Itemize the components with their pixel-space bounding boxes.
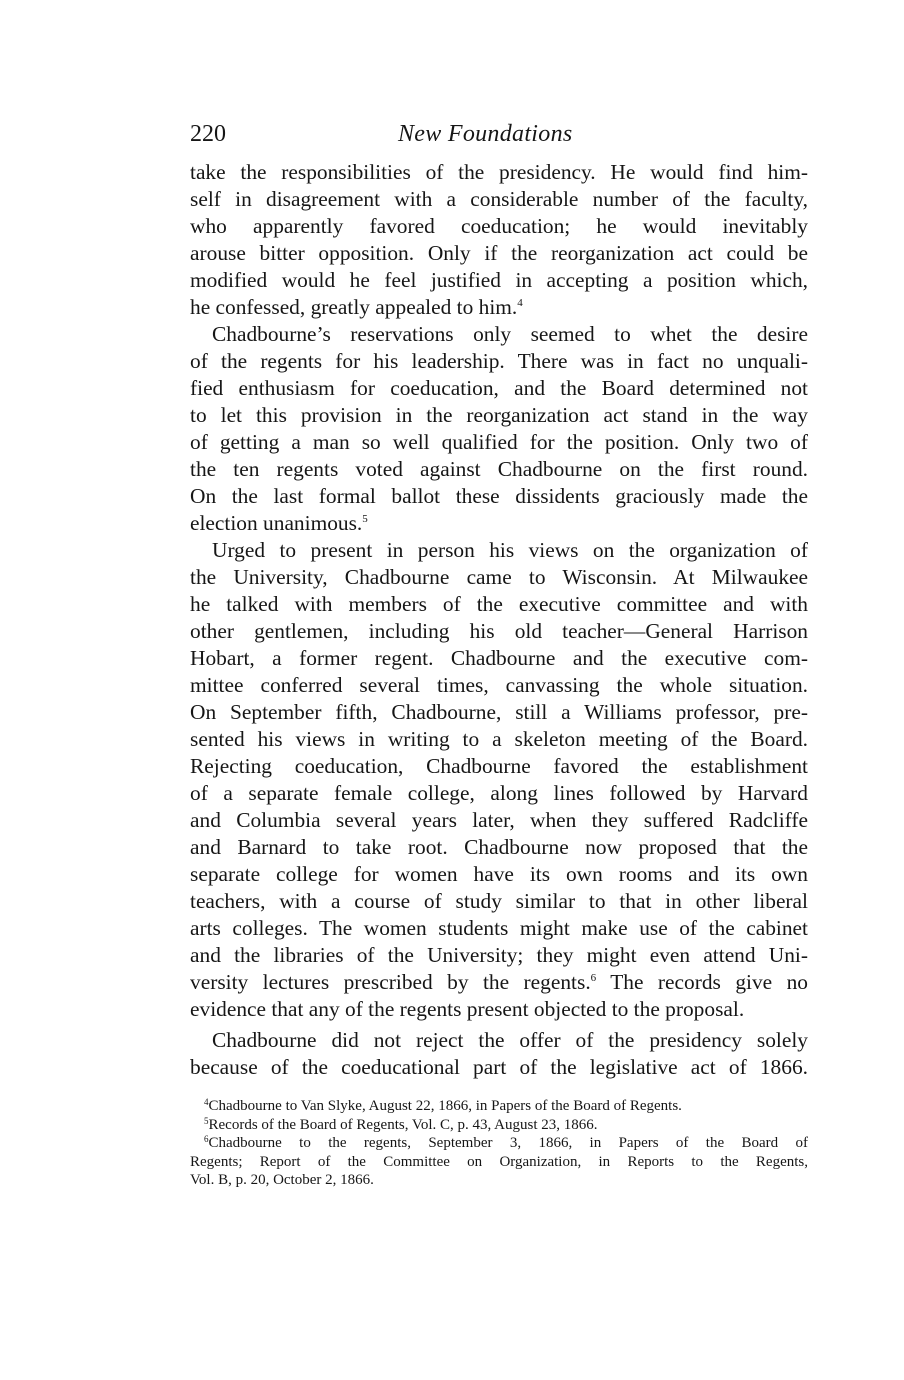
text-line xyxy=(190,969,808,996)
paragraph xyxy=(190,1027,808,1081)
text-line: Rejecting coeducation, Chadbourne favored the establishment xyxy=(190,754,808,778)
footnote-reference: 5 xyxy=(362,513,368,525)
footnote-text: Records of the Board of Regents, Vol. C, p. 43, August 23, 1866. xyxy=(208,1116,598,1133)
footnote-mark: 5 xyxy=(204,1115,209,1126)
line-text-after-note: The records give no xyxy=(596,970,808,994)
footnote-line xyxy=(190,1116,808,1135)
text-line: of the regents for his leadership. There was in fact no unquali- xyxy=(190,349,808,373)
text-line: of getting a man so well qualified for the position. Only two of xyxy=(190,430,808,454)
line-text: election unanimous. xyxy=(190,511,363,535)
text-line: modified would he feel justified in accepting a position which, xyxy=(190,268,808,292)
text-line: of a separate female college, along lines followed by Harvard xyxy=(190,781,808,805)
page-number: 220 xyxy=(190,121,226,147)
footnote-reference: 4 xyxy=(517,297,523,309)
text-line: self in disagreement with a considerable number of the faculty, xyxy=(190,187,808,211)
line-text: versity lectures prescribed by the regents. xyxy=(190,970,591,994)
text-line: arouse bitter opposition. Only if the reorganization act could be xyxy=(190,241,808,265)
footnote xyxy=(190,1097,808,1116)
footnote-line xyxy=(190,1134,808,1153)
text-line: to let this provision in the reorganization act stand in the way xyxy=(190,403,808,427)
text-line: the University, Chadbourne came to Wisconsin. At Milwaukee xyxy=(190,565,808,589)
text-line: Hobart, a former regent. Chadbourne and the executive com- xyxy=(190,646,808,670)
text-line xyxy=(190,294,808,321)
text-line: Chadbourne’s reservations only seemed to whet the desire xyxy=(212,322,808,346)
text-line: separate college for women have its own rooms and its own xyxy=(190,862,808,886)
text-line: he talked with members of the executive committee and with xyxy=(190,592,808,616)
text-line: teachers, with a course of study similar to that in other liberal xyxy=(190,889,808,913)
paragraph xyxy=(190,537,808,1023)
running-title: New Foundations xyxy=(398,121,573,147)
footnote-reference: 6 xyxy=(590,972,597,984)
text-line: other gentlemen, including his old teacher—General Harrison xyxy=(190,619,808,643)
text-line: fied enthusiasm for coeducation, and the Board determined not xyxy=(190,376,808,400)
paragraph xyxy=(190,321,808,537)
text-line: On the last formal ballot these dissidents graciously made the xyxy=(190,484,808,508)
text-line xyxy=(190,510,808,537)
footnote-line xyxy=(190,1097,808,1116)
footnote-line: Vol. B, p. 20, October 2, 1866. xyxy=(190,1172,374,1188)
footnote xyxy=(190,1134,808,1190)
footnotes xyxy=(190,1097,808,1190)
footnote-mark: 6 xyxy=(204,1134,209,1144)
text-line: and the libraries of the University; they might even attend Uni- xyxy=(190,943,808,967)
footnote-text: Chadbourne to Van Slyke, August 22, 1866, in Papers of the Board of Regents. xyxy=(208,1098,682,1114)
footnote-line: Regents; Report of the Committee on Organization, in Reports to the Regents, xyxy=(190,1153,808,1170)
text-line: Urged to present in person his views on the organization of xyxy=(212,538,808,562)
body-text xyxy=(190,159,808,1081)
paragraph xyxy=(190,159,808,321)
text-line: and Columbia several years later, when they suffered Radcliffe xyxy=(190,808,808,832)
text-line: because of the coeducational part of the legislative act of 1866. xyxy=(190,1055,808,1079)
text-line: who apparently favored coeducation; he would inevitably xyxy=(190,214,808,238)
text-line: Chadbourne did not reject the offer of the presidency solely xyxy=(212,1028,808,1052)
footnote xyxy=(190,1116,808,1135)
text-line: take the responsibilities of the presidency. He would find him- xyxy=(190,160,808,184)
text-line: mittee conferred several times, canvassing the whole situation. xyxy=(190,673,808,697)
footnote-text: Chadbourne to the regents, September 3, 1866, in Papers of the Board of xyxy=(208,1135,808,1151)
text-line: evidence that any of the regents present objected to the proposal. xyxy=(190,997,745,1021)
running-head xyxy=(190,116,808,152)
text-line: On September fifth, Chadbourne, still a Williams professor, pre- xyxy=(190,700,808,724)
line-text: he confessed, greatly appealed to him. xyxy=(190,295,518,319)
footnote-mark: 4 xyxy=(204,1097,209,1107)
text-line: arts colleges. The women students might make use of the cabinet xyxy=(190,916,808,940)
text-line: the ten regents voted against Chadbourne on the first round. xyxy=(190,457,808,481)
text-line: sented his views in writing to a skeleton meeting of the Board. xyxy=(190,727,808,751)
text-line: and Barnard to take root. Chadbourne now proposed that the xyxy=(190,835,808,859)
